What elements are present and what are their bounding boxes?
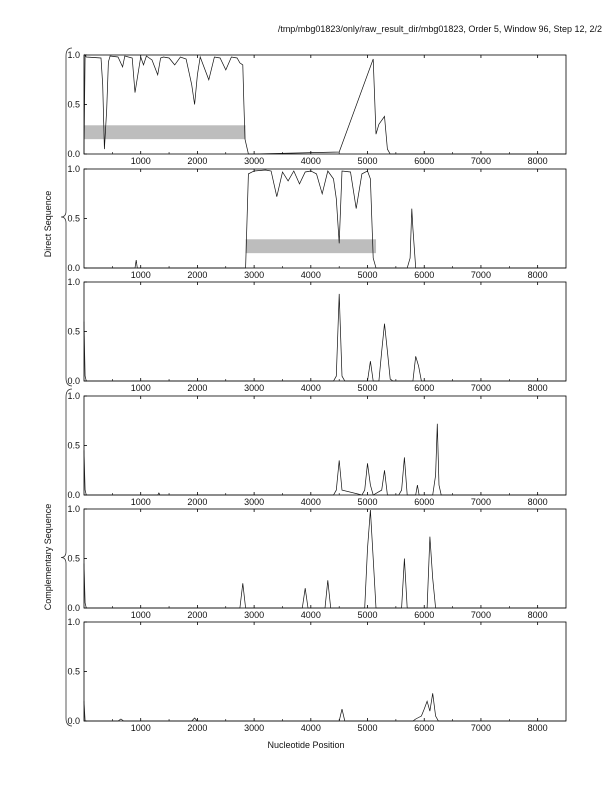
x-tick-label: 5000 (357, 156, 378, 166)
x-tick-label: 5000 (357, 723, 378, 733)
x-tick-label: 7000 (470, 383, 491, 393)
x-tick-label: 3000 (244, 156, 265, 166)
x-tick-label: 5000 (357, 270, 378, 280)
x-tick-label: 1000 (130, 723, 151, 733)
panel-frame (84, 509, 566, 608)
x-tick-label: 4000 (300, 156, 321, 166)
x-tick-label: 6000 (414, 383, 435, 393)
x-tick-label: 2000 (187, 723, 208, 733)
x-tick-label: 2000 (187, 610, 208, 620)
x-tick-label: 7000 (470, 610, 491, 620)
y-tick-label: 0.0 (67, 263, 80, 273)
x-tick-label: 2000 (187, 156, 208, 166)
x-tick-label: 5000 (357, 610, 378, 620)
panel-frame (84, 396, 566, 495)
y-tick-label: 0.5 (67, 99, 80, 110)
x-tick-label: 6000 (414, 497, 435, 507)
x-tick-label: 4000 (300, 270, 321, 280)
series-line (84, 424, 566, 495)
orf-bar (84, 125, 246, 139)
panel-frame (84, 282, 566, 381)
y-tick-label: 1.0 (67, 504, 80, 514)
y-tick-label: 0.5 (67, 440, 80, 451)
x-tick-label: 6000 (414, 156, 435, 166)
x-tick-label: 3000 (244, 497, 265, 507)
plot-title: /tmp/mbg01823/only/raw_result_dir/mbg01823, Order 5, Window 96, Step 12, 2/2 (277, 24, 602, 34)
x-tick-label: 5000 (357, 497, 378, 507)
y-tick-label: 0.5 (67, 326, 80, 337)
x-tick-label: 8000 (527, 610, 548, 620)
y-tick-label: 0.0 (67, 603, 80, 613)
x-tick-label: 7000 (470, 270, 491, 280)
x-tick-label: 8000 (527, 156, 548, 166)
x-tick-label: 5000 (357, 383, 378, 393)
y-tick-label: 0.0 (67, 376, 80, 386)
x-tick-label: 1000 (130, 270, 151, 280)
x-tick-label: 3000 (244, 383, 265, 393)
x-axis-label: Nucleotide Position (267, 740, 345, 750)
x-tick-label: 6000 (414, 270, 435, 280)
x-tick-label: 1000 (130, 610, 151, 620)
y-tick-label: 0.0 (67, 490, 80, 500)
x-tick-label: 3000 (244, 270, 265, 280)
y-tick-label: 0.0 (67, 149, 80, 159)
x-tick-label: 7000 (470, 156, 491, 166)
y-tick-label: 0.0 (67, 716, 80, 726)
x-tick-label: 4000 (300, 383, 321, 393)
y-tick-label: 0.5 (67, 553, 80, 564)
series-line (84, 510, 566, 608)
y-tick-label: 1.0 (67, 391, 80, 401)
complementary-sequence-label: Complementary Sequence (43, 503, 53, 611)
x-tick-label: 4000 (300, 610, 321, 620)
series-line (84, 294, 566, 381)
y-tick-label: 1.0 (67, 277, 80, 287)
series-line (84, 693, 566, 721)
series-line (84, 170, 566, 268)
x-tick-label: 2000 (187, 270, 208, 280)
orf-bar (246, 239, 376, 253)
x-tick-label: 7000 (470, 497, 491, 507)
direct-sequence-label: Direct Sequence (43, 190, 53, 258)
x-tick-label: 2000 (187, 383, 208, 393)
x-tick-label: 3000 (244, 723, 265, 733)
x-tick-label: 1000 (130, 156, 151, 166)
x-tick-label: 2000 (187, 497, 208, 507)
x-tick-label: 8000 (527, 383, 548, 393)
y-tick-label: 1.0 (67, 50, 80, 60)
y-tick-label: 1.0 (67, 617, 80, 627)
x-tick-label: 4000 (300, 723, 321, 733)
x-tick-label: 8000 (527, 497, 548, 507)
panel-frame (84, 622, 566, 721)
y-tick-label: 0.5 (67, 213, 80, 224)
x-tick-label: 8000 (527, 723, 548, 733)
x-tick-label: 6000 (414, 610, 435, 620)
x-tick-label: 4000 (300, 497, 321, 507)
x-tick-label: 3000 (244, 610, 265, 620)
x-tick-label: 1000 (130, 383, 151, 393)
y-tick-label: 0.5 (67, 666, 80, 677)
x-tick-label: 1000 (130, 497, 151, 507)
x-tick-label: 6000 (414, 723, 435, 733)
x-tick-label: 7000 (470, 723, 491, 733)
x-tick-label: 8000 (527, 270, 548, 280)
y-tick-label: 1.0 (67, 164, 80, 174)
